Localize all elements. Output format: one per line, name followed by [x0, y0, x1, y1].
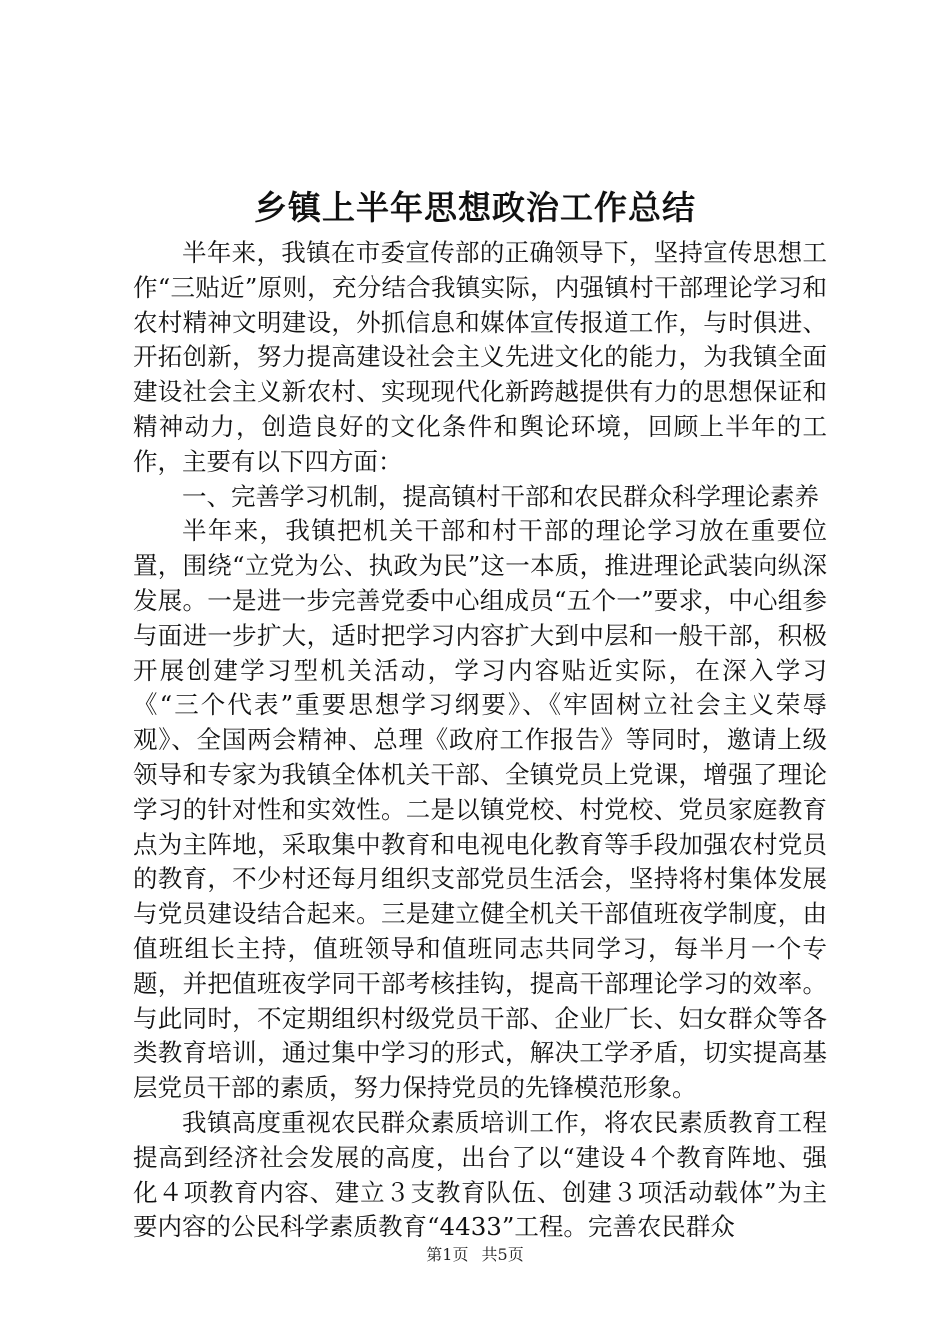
paragraph-farmer-training: 我镇高度重视农民群众素质培训工作，将农民素质教育工程提高到经济社会发展的高度，出台了以“建设４个教育阵地、强化４项教育内容、建立３支教育队伍、创建３项活动载体”为主要内容的公民科学素质教育“4433”工程。完善农民群众	[133, 1107, 827, 1242]
page-total: 共5页	[481, 1245, 524, 1264]
page-footer	[0, 1243, 950, 1267]
section-heading-1: 一、完善学习机制，提高镇村干部和农民群众科学理论素养	[182, 481, 819, 511]
paragraph-theory-study: 半年来，我镇把机关干部和村干部的理论学习放在重要位置，围绕“立党为公、执政为民”这一本质，推进理论武装向纵深发展。一是进一步完善党委中心组成员“五个一”要求，中心组参与面进一步扩大，适时把学习内容扩大到中层和一般干部，积极开展创建学习型机关活动，学习内容贴近实际，在深入学习《“三个代表”重要思想学习纲要》、《牢固树立社会主义荣辱观》、全国两会精神、总理《政府工作报告》等同时，邀请上级领导和专家为我镇全体机关干部、全镇党员上党课，增强了理论学习的针对性和实效性。二是以镇党校、村党校、党员家庭教育点为主阵地，采取集中教育和电视电化教育等手段加强农村党员的教育，不少村还每月组织支部党员生活会，坚持将村集体发展与党员建设结合起来。三是建立健全机关干部值班夜学制度，由值班组长主持，值班领导和值班同志共同学习，每半月一个专题，并把值班夜学同干部考核挂钩，提高干部理论学习的效率。与此同时，不定期组织村级党员干部、企业厂长、妇女群众等各类教育培训，通过集中学习的形式，解决工学矛盾，切实提高基层党员干部的素质，努力保持党员的先锋模范形象。	[133, 516, 827, 1103]
page-number: 第1页	[426, 1245, 469, 1264]
document-title: 乡镇上半年思想政治工作总结	[254, 188, 696, 227]
paragraph-intro: 半年来，我镇在市委宣传部的正确领导下，坚持宣传思想工作“三贴近”原则，充分结合我镇实际，内强镇村干部理论学习和农村精神文明建设，外抓信息和媒体宣传报道工作，与时俱进、开拓创新，努力提高建设社会主义先进文化的能力，为我镇全面建设社会主义新农村、实现现代化新跨越提供有力的思想保证和精神动力，创造良好的文化条件和舆论环境，回顾上半年的工作，主要有以下四方面：	[133, 238, 827, 476]
document-body	[133, 236, 827, 1245]
